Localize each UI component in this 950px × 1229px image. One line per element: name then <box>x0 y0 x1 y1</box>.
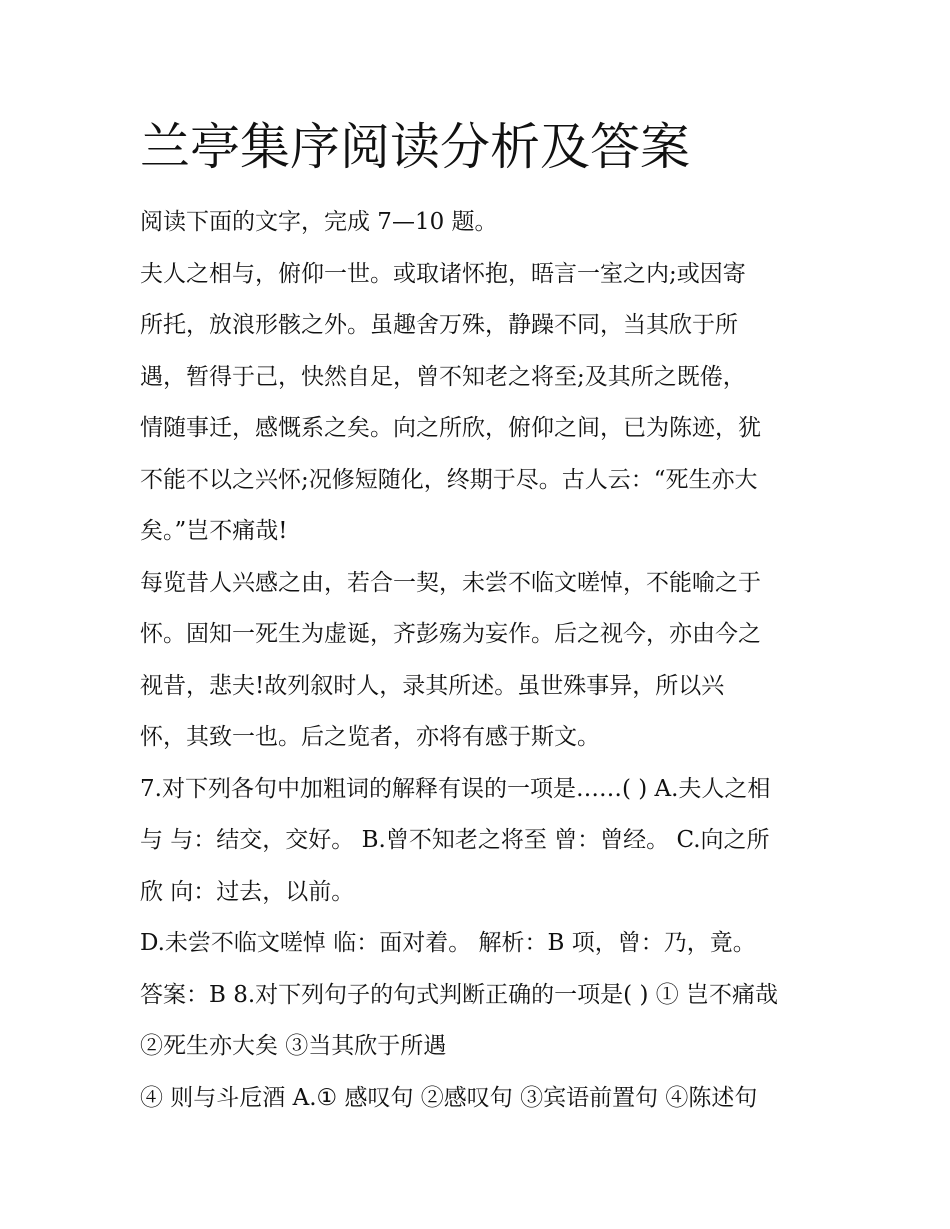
text-line: 夫人之相与，俯仰一世。或取诸怀抱，晤言一室之内;或因寄 <box>140 260 746 287</box>
text-line: 遇，暂得于己，快然自足，曾不知老之将至;及其所之既倦， <box>140 363 746 390</box>
question-line: ④ 则与斗卮酒 A.① 感叹句 ②感叹句 ③宾语前置句 ④陈述句 <box>140 1084 758 1111</box>
text-line: 阅读下面的文字，完成 7—10 题。 <box>140 209 498 235</box>
question-line: 与 与：结交，交好。 B.曾不知老之将至 曾：曾经。 C.向之所 <box>140 827 770 853</box>
text-line: 所托，放浪形骸之外。虽趣舍万殊，静躁不同，当其欣于所 <box>140 312 738 338</box>
question-line: ②死生亦大矣 ③当其欣于所遇 <box>140 1033 447 1059</box>
answer-line: 答案：B 8.对下列句子的句式判断正确的一项是( ) ① 岂不痛哉 <box>140 981 779 1008</box>
text-line: 矣。”岂不痛哉! <box>140 518 288 544</box>
text-line: 视昔，悲夫!故列叙时人，录其所述。虽世殊事异，所以兴 <box>140 672 725 699</box>
text-line: 情随事迁，感慨系之矣。向之所欣，俯仰之间，已为陈迹，犹 <box>140 415 761 441</box>
question-line: 欣 向：过去，以前。 <box>140 878 355 905</box>
text-line: 不能不以之兴怀;况修短随化，终期于尽。古人云：“死生亦大 <box>140 466 758 493</box>
document-body <box>140 197 820 1124</box>
text-line: 怀，其致一也。后之览者，亦将有感于斯文。 <box>140 724 600 750</box>
question-line: D.未尝不临文嗟悼 临：面对着。 解析：B 项，曾：乃，竟。 <box>140 930 756 956</box>
question-line: 7.对下列各句中加粗词的解释有误的一项是……( ) A.夫人之相 <box>140 775 771 802</box>
text-line: 每览昔人兴感之由，若合一契，未尝不临文嗟悼，不能喻之于 <box>140 569 761 596</box>
text-line: 怀。固知一死生为虚诞，齐彭殇为妄作。后之视今，亦由今之 <box>140 621 761 647</box>
page-title: 兰亭集序阅读分析及答案 <box>140 118 690 176</box>
